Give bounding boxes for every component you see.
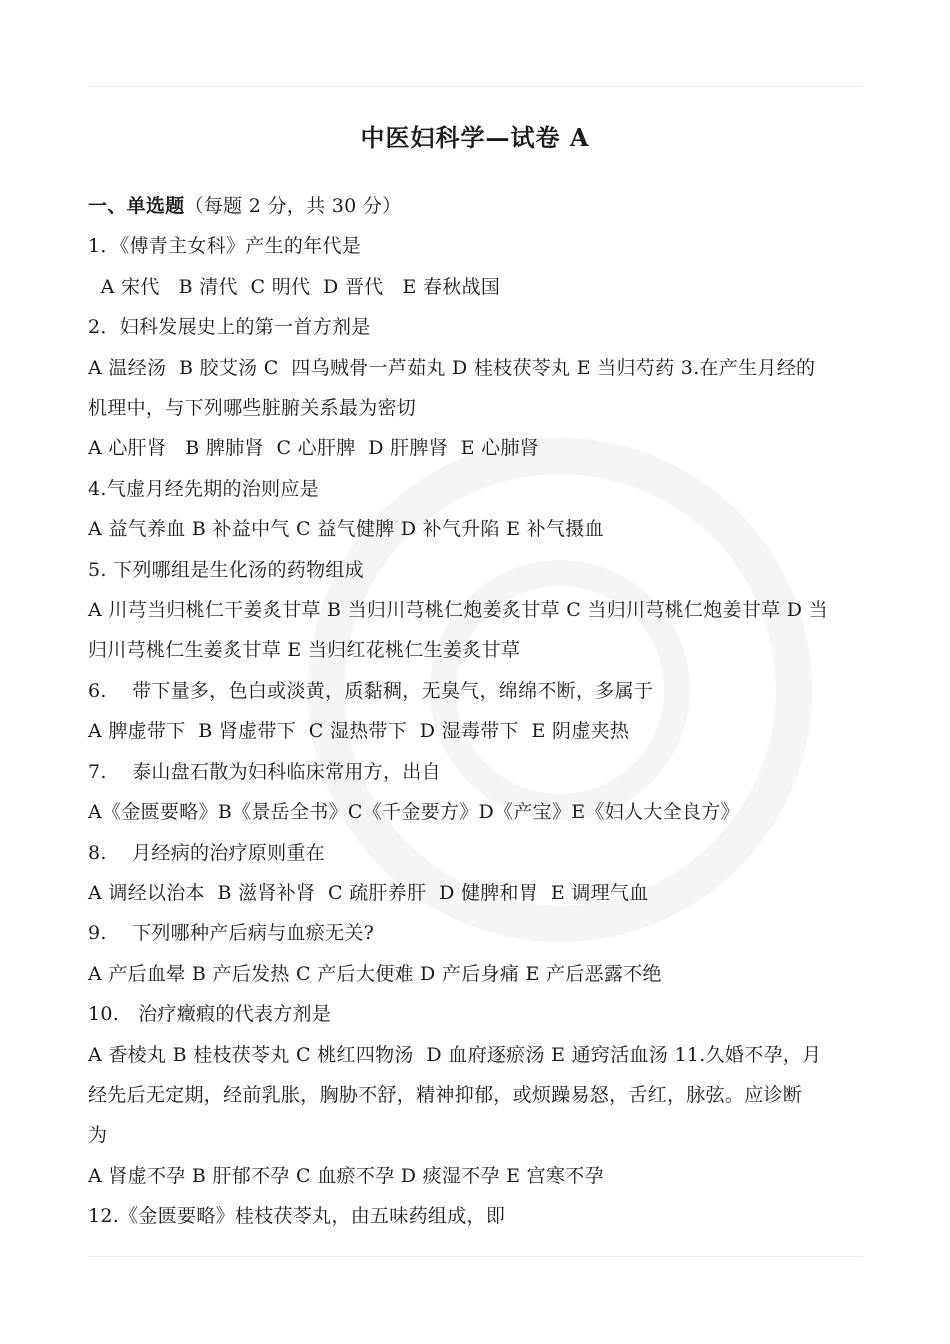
section-heading	[88, 186, 863, 226]
question-line: A《金匮要略》B《景岳全书》C《千金要方》D《产宝》E《妇人大全良方》	[88, 801, 740, 824]
question-line: A 调经以治本 B 滋肾补肾 C 疏肝养肝 D 健脾和胃 E 调理气血	[88, 881, 649, 904]
question-line: A 心肝肾 B 脾肺肾 C 心肝脾 D 肝脾肾 E 心肺肾	[88, 437, 540, 460]
section-title: 一、单选题	[88, 195, 185, 217]
question-line: A 脾虚带下 B 肾虚带下 C 湿热带下 D 湿毒带下 E 阴虚夹热	[88, 720, 630, 743]
question-line: 4.气虚月经先期的治则应是	[88, 477, 320, 500]
question-line: A 产后血晕 B 产后发热 C 产后大便难 D 产后身痛 E 产后恶露不绝	[88, 962, 662, 985]
question-line: A 肾虚不孕 B 肝郁不孕 C 血瘀不孕 D 痰湿不孕 E 宫寒不孕	[88, 1164, 604, 1187]
question-line: 8. 月经病的治疗原则重在	[88, 841, 326, 864]
question-line: 7. 泰山盘石散为妇科临床常用方，出自	[88, 760, 441, 783]
question-line: 为	[88, 1124, 108, 1147]
question-line: 5. 下列哪组是生化汤的药物组成	[88, 558, 364, 581]
question-line: A 川芎当归桃仁干姜炙甘草 B 当归川芎桃仁炮姜炙甘草 C 当归川芎桃仁炮姜甘草 D 当	[88, 599, 828, 622]
question-line: 机理中，与下列哪些脏腑关系最为密切	[88, 397, 417, 420]
top-divider	[88, 86, 863, 87]
question-line: 9. 下列哪种产后病与血瘀无关?	[88, 922, 375, 945]
question-list	[88, 226, 863, 1236]
question-line: A 温经汤 B 胶艾汤 C 四乌贼骨一芦茹丸 D 桂枝茯苓丸 E 当归芍药 3.在产生月经的	[88, 356, 816, 379]
question-line: 2．妇科发展史上的第一首方剂是	[88, 316, 371, 339]
question-line: A 益气养血 B 补益中气 C 益气健脾 D 补气升陷 E 补气摄血	[88, 518, 604, 541]
question-line: 10. 治疗癥瘕的代表方剂是	[88, 1003, 332, 1026]
section-scoring-note: （每题 2 分，共 30 分）	[184, 195, 402, 217]
question-line: 1．《傅青主女科》产生的年代是	[88, 235, 362, 258]
page-title: 中医妇科学—试卷 A	[360, 123, 590, 152]
exam-body	[88, 186, 863, 1237]
question-line: 经先后无定期，经前乳胀，胸胁不舒，精神抑郁，或烦躁易怒，舌红，脉弦。应诊断	[88, 1083, 803, 1106]
question-line: 12.《金匮要略》桂枝茯苓丸，由五味药组成，即	[88, 1205, 506, 1228]
question-line: A 香棱丸 B 桂枝茯苓丸 C 桃红四物汤 D 血府逐瘀汤 E 通窍活血汤 11.久婚不孕，月	[88, 1043, 822, 1066]
question-line: 归川芎桃仁生姜炙甘草 E 当归红花桃仁生姜炙甘草	[88, 639, 521, 662]
question-line: 6. 带下量多，色白或淡黄，质黏稠，无臭气，绵绵不断，多属于	[88, 679, 654, 702]
bottom-divider	[88, 1256, 863, 1257]
question-line: A 宋代 B 清代 C 明代 D 晋代 E 春秋战国	[88, 275, 501, 298]
